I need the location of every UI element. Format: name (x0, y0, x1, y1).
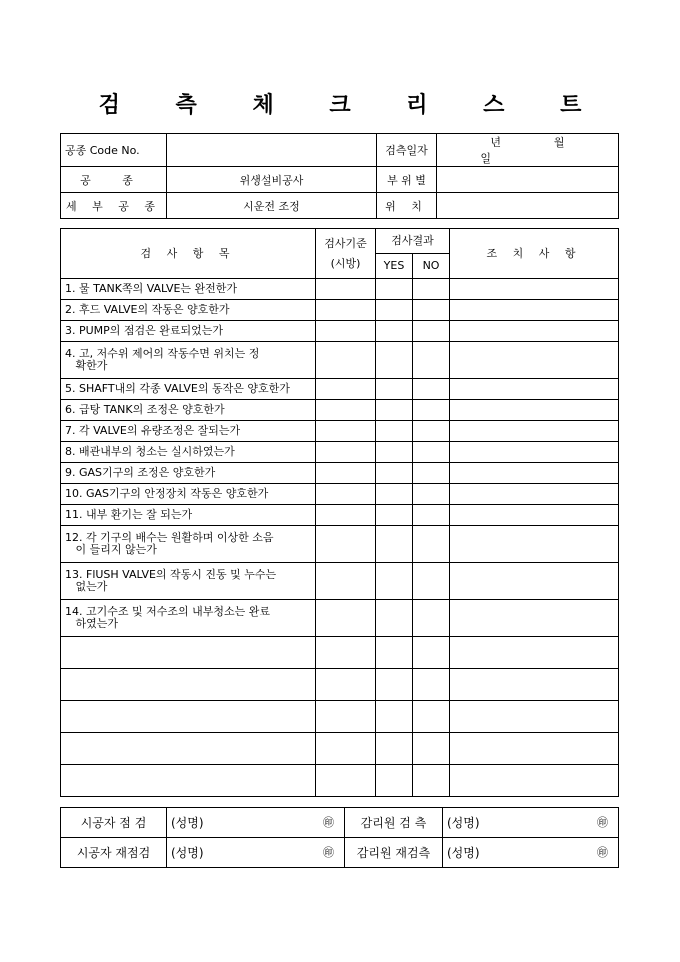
standard-cell[interactable] (316, 733, 376, 765)
standard-cell[interactable] (316, 463, 376, 484)
standard-cell[interactable] (316, 765, 376, 797)
col-yes-header: YES (376, 254, 413, 279)
work-type-field[interactable]: 위생설비공사 (167, 167, 377, 193)
contractor-check-label: 시공자 점 검 (61, 808, 167, 838)
yes-cell[interactable] (376, 669, 413, 701)
checklist-row (61, 600, 619, 637)
contractor-recheck-sign[interactable] (167, 838, 345, 868)
checklist-blank-row (61, 701, 619, 733)
part-field[interactable] (437, 167, 619, 193)
yes-cell[interactable] (376, 637, 413, 669)
checklist-item-text (61, 463, 316, 484)
checklist-item-text (61, 300, 316, 321)
checklist-item-text (61, 342, 316, 379)
checklist-row (61, 463, 619, 484)
no-cell[interactable] (413, 600, 450, 637)
inspection-date-label: 검측일자 (377, 134, 437, 167)
action-cell[interactable] (450, 400, 619, 421)
checklist-row (61, 505, 619, 526)
location-field[interactable] (437, 193, 619, 219)
checklist-blank-row (61, 669, 619, 701)
page-title: 검 측 체 크 리 스 트 (98, 92, 606, 118)
action-cell[interactable] (450, 701, 619, 733)
contractor-recheck-label: 시공자 재점검 (61, 838, 167, 868)
checklist-item-text (61, 600, 316, 637)
yes-cell[interactable] (376, 421, 413, 442)
no-cell[interactable] (413, 484, 450, 505)
yes-cell[interactable] (376, 279, 413, 300)
action-cell[interactable] (450, 600, 619, 637)
checklist-item-text (61, 442, 316, 463)
checklist-row (61, 379, 619, 400)
checklist-item-label: 7. 각 VALVE의 유량조정은 잘되는가 (65, 424, 241, 437)
name-label: (성명) (447, 846, 480, 860)
no-cell[interactable] (413, 442, 450, 463)
checklist-blank-row (61, 733, 619, 765)
info-table (60, 133, 619, 219)
info-row-detail (61, 193, 619, 219)
detail-type-label: 세 부 공 종 (61, 193, 167, 219)
standard-cell[interactable] (316, 400, 376, 421)
name-label: (성명) (171, 816, 204, 830)
col-action-header: 조 치 사 항 (450, 229, 619, 279)
no-cell[interactable] (413, 701, 450, 733)
part-label: 부 위 별 (377, 167, 437, 193)
checklist-item-text (61, 400, 316, 421)
checklist-item-label: 13. FlUSH VALVE의 작동시 진동 및 누수는 없는가 (65, 568, 277, 593)
action-cell[interactable] (450, 526, 619, 563)
checklist-item-label: 11. 내부 환기는 잘 되는가 (65, 508, 193, 521)
detail-type-field[interactable]: 시운전 조정 (167, 193, 377, 219)
standard-cell[interactable] (316, 526, 376, 563)
yes-cell[interactable] (376, 765, 413, 797)
checklist-item-label: 9. GAS기구의 조정은 양호한가 (65, 466, 216, 479)
action-cell[interactable] (450, 321, 619, 342)
checklist-item-text (61, 321, 316, 342)
date-year: 년 (490, 136, 501, 149)
checklist-item-label: 5. SHAFT내의 각종 VALVE의 동작은 양호한가 (65, 382, 290, 395)
checklist-item-text (61, 563, 316, 600)
checklist-row (61, 563, 619, 600)
checklist-item-text (61, 279, 316, 300)
yes-cell[interactable] (376, 600, 413, 637)
action-cell[interactable] (450, 637, 619, 669)
yes-cell[interactable] (376, 526, 413, 563)
signature-row-recheck (61, 838, 619, 868)
checklist-row (61, 342, 619, 379)
standard-cell[interactable] (316, 669, 376, 701)
checklist-row (61, 442, 619, 463)
checklist-item-text (61, 421, 316, 442)
checklist-table (60, 228, 619, 797)
no-cell[interactable] (413, 526, 450, 563)
seal-mark: ㊞ (597, 846, 608, 859)
action-cell[interactable] (450, 765, 619, 797)
standard-cell[interactable] (316, 563, 376, 600)
yes-cell[interactable] (376, 442, 413, 463)
col-standard-header (316, 229, 376, 279)
yes-cell[interactable] (376, 505, 413, 526)
col-items-header: 검 사 항 목 (61, 229, 316, 279)
blank-item-cell[interactable] (61, 701, 316, 733)
date-month: 월 (553, 136, 565, 149)
checklist-item-text (61, 526, 316, 563)
signature-row-check (61, 808, 619, 838)
project-code-label: 공종 Code No. (61, 134, 167, 167)
no-cell[interactable] (413, 421, 450, 442)
yes-cell[interactable] (376, 379, 413, 400)
action-cell[interactable] (450, 421, 619, 442)
supervisor-check-sign[interactable] (443, 808, 619, 838)
name-label: (성명) (447, 816, 480, 830)
checklist-blank-row (61, 637, 619, 669)
yes-cell[interactable] (376, 300, 413, 321)
blank-item-cell[interactable] (61, 669, 316, 701)
col-standard-line1: 검사기준 (324, 236, 367, 250)
checklist-item-text (61, 484, 316, 505)
no-cell[interactable] (413, 279, 450, 300)
checklist-item-text (61, 505, 316, 526)
no-cell[interactable] (413, 733, 450, 765)
standard-cell[interactable] (316, 279, 376, 300)
checklist-item-label: 6. 급탕 TANK의 조정은 양호한가 (65, 403, 225, 416)
no-cell[interactable] (413, 463, 450, 484)
standard-cell[interactable] (316, 321, 376, 342)
no-cell[interactable] (413, 637, 450, 669)
no-cell[interactable] (413, 765, 450, 797)
yes-cell[interactable] (376, 463, 413, 484)
project-code-field[interactable] (167, 134, 377, 167)
action-cell[interactable] (450, 342, 619, 379)
yes-cell[interactable] (376, 733, 413, 765)
checklist-blank-row (61, 765, 619, 797)
signature-table (60, 807, 619, 868)
standard-cell[interactable] (316, 505, 376, 526)
supervisor-recheck-sign[interactable] (443, 838, 619, 868)
checklist-item-label: 4. 고, 저수위 제어의 작동수면 위치는 정 확한가 (65, 347, 260, 372)
col-standard-line2: (시방) (330, 256, 361, 270)
action-cell[interactable] (450, 563, 619, 600)
location-label: 위 치 (377, 193, 437, 219)
contractor-check-sign[interactable] (167, 808, 345, 838)
checklist-item-label: 1. 물 TANK쪽의 VALVE는 완전한가 (65, 282, 238, 295)
standard-cell[interactable] (316, 379, 376, 400)
yes-cell[interactable] (376, 701, 413, 733)
checklist-row (61, 300, 619, 321)
checklist-header-row (61, 229, 619, 254)
action-cell[interactable] (450, 442, 619, 463)
yes-cell[interactable] (376, 563, 413, 600)
blank-item-cell[interactable] (61, 637, 316, 669)
checklist-row (61, 421, 619, 442)
yes-cell[interactable] (376, 400, 413, 421)
standard-cell[interactable] (316, 701, 376, 733)
supervisor-recheck-label: 감리원 재검측 (345, 838, 443, 868)
yes-cell[interactable] (376, 321, 413, 342)
checklist-row (61, 526, 619, 563)
action-cell[interactable] (450, 669, 619, 701)
no-cell[interactable] (413, 342, 450, 379)
checklist-item-label: 14. 고기수조 및 저수조의 내부청소는 완료 하였는가 (65, 605, 270, 630)
checklist-row (61, 400, 619, 421)
name-label: (성명) (171, 846, 204, 860)
action-cell[interactable] (450, 733, 619, 765)
blank-item-cell[interactable] (61, 765, 316, 797)
standard-cell[interactable] (316, 300, 376, 321)
inspection-date-field[interactable] (437, 134, 619, 167)
action-cell[interactable] (450, 300, 619, 321)
no-cell[interactable] (413, 321, 450, 342)
standard-cell[interactable] (316, 484, 376, 505)
standard-cell[interactable] (316, 342, 376, 379)
checklist-item-text (61, 379, 316, 400)
date-day: 일 (480, 152, 491, 165)
checklist-item-label: 3. PUMP의 점검은 완료되었는가 (65, 324, 224, 337)
standard-cell[interactable] (316, 600, 376, 637)
standard-cell[interactable] (316, 637, 376, 669)
checklist-item-label: 12. 각 기구의 배수는 원활하며 이상한 소음 이 들리지 않는가 (65, 531, 274, 556)
info-row-code (61, 134, 619, 167)
blank-item-cell[interactable] (61, 733, 316, 765)
standard-cell[interactable] (316, 442, 376, 463)
supervisor-check-label: 감리원 검 측 (345, 808, 443, 838)
yes-cell[interactable] (376, 342, 413, 379)
yes-cell[interactable] (376, 484, 413, 505)
action-cell[interactable] (450, 505, 619, 526)
action-cell[interactable] (450, 463, 619, 484)
standard-cell[interactable] (316, 421, 376, 442)
col-result-header: 검사결과 (376, 229, 450, 254)
seal-mark: ㊞ (323, 816, 334, 829)
no-cell[interactable] (413, 563, 450, 600)
no-cell[interactable] (413, 300, 450, 321)
no-cell[interactable] (413, 400, 450, 421)
action-cell[interactable] (450, 484, 619, 505)
checklist-item-label: 10. GAS기구의 안정장치 작동은 양호한가 (65, 487, 269, 500)
action-cell[interactable] (450, 279, 619, 300)
col-no-header: NO (413, 254, 450, 279)
checklist-item-label: 2. 후드 VALVE의 작동은 양호한가 (65, 303, 230, 316)
seal-mark: ㊞ (323, 846, 334, 859)
checklist-row (61, 484, 619, 505)
no-cell[interactable] (413, 669, 450, 701)
info-row-work-type (61, 167, 619, 193)
checklist-item-label: 8. 배관내부의 청소는 실시하였는가 (65, 445, 235, 458)
seal-mark: ㊞ (597, 816, 608, 829)
no-cell[interactable] (413, 379, 450, 400)
action-cell[interactable] (450, 379, 619, 400)
checklist-row (61, 321, 619, 342)
no-cell[interactable] (413, 505, 450, 526)
work-type-label: 공 종 (61, 167, 167, 193)
checklist-row (61, 279, 619, 300)
